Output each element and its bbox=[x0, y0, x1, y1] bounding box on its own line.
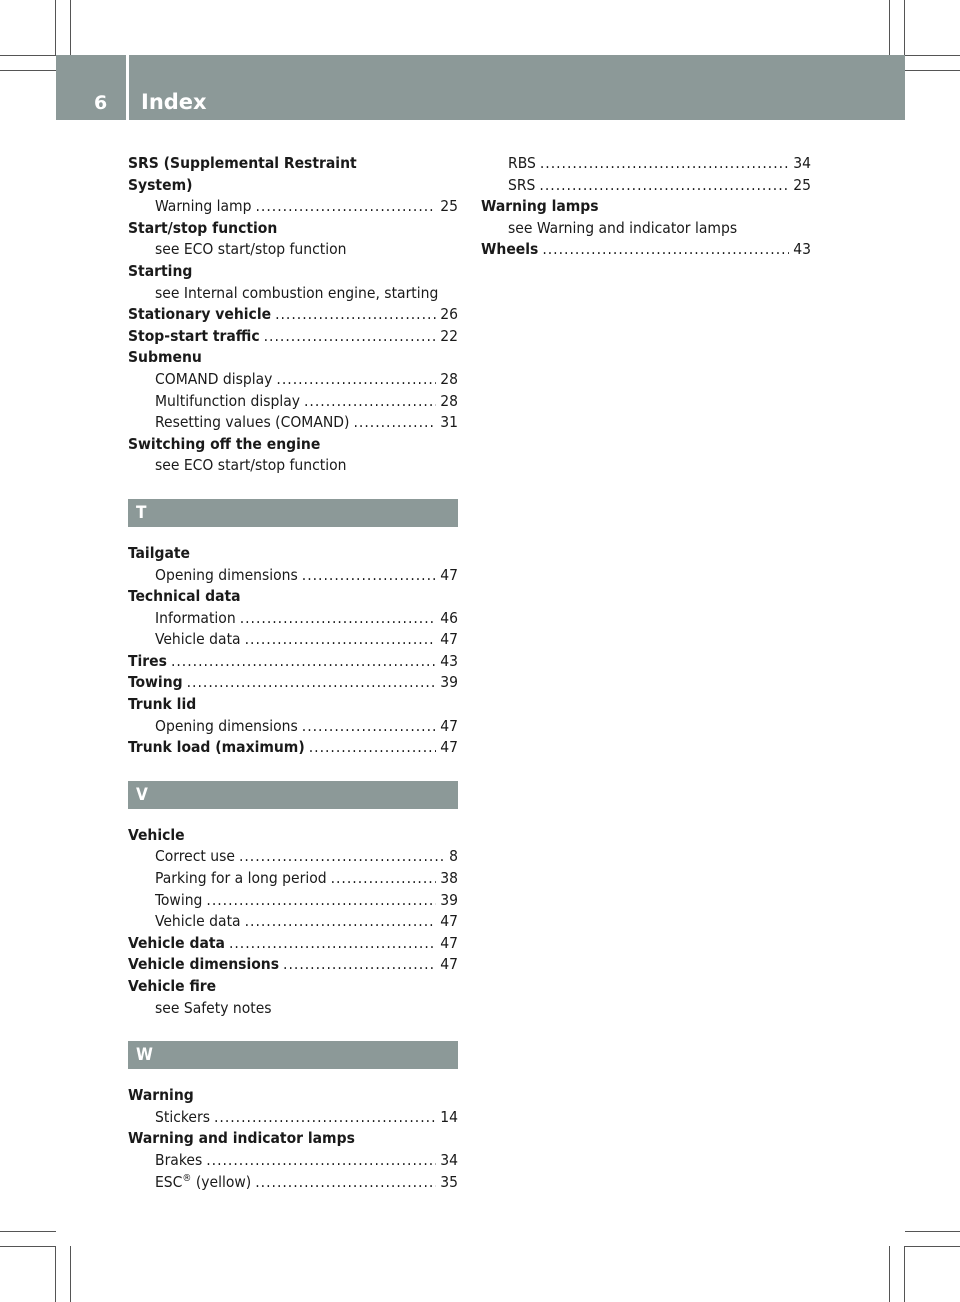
entry-text: Vehicle fire bbox=[128, 977, 217, 995]
index-entry bbox=[128, 175, 458, 197]
crop-mark bbox=[905, 1231, 960, 1232]
index-column-left bbox=[128, 153, 458, 1193]
entry-text: Warning and indicator lamps bbox=[128, 1129, 355, 1148]
index-entry bbox=[128, 954, 458, 976]
page-reference: 39 bbox=[440, 890, 458, 909]
index-entry bbox=[128, 672, 458, 694]
entry-text: Trunk load (maximum) bbox=[128, 738, 305, 757]
dot-leader bbox=[540, 153, 789, 175]
index-subentry bbox=[128, 846, 458, 868]
entry-text: COMAND display bbox=[155, 369, 273, 388]
page-reference: 43 bbox=[793, 240, 811, 259]
crop-mark bbox=[904, 1246, 905, 1302]
entry-text: System) bbox=[128, 175, 193, 194]
index-entry bbox=[128, 326, 458, 348]
index-entry bbox=[128, 586, 458, 608]
page-reference: 47 bbox=[440, 565, 458, 584]
dot-leader bbox=[229, 933, 436, 955]
index-subentry bbox=[481, 218, 811, 240]
index-entry bbox=[128, 347, 458, 369]
page-reference: 47 bbox=[440, 955, 458, 974]
crop-mark bbox=[55, 0, 56, 56]
section-header-v: V bbox=[128, 781, 458, 809]
entry-text: see ECO start/stop function bbox=[155, 240, 347, 259]
dot-leader bbox=[264, 326, 437, 348]
dot-leader bbox=[245, 629, 437, 651]
index-subentry bbox=[481, 175, 811, 197]
page-reference: 38 bbox=[440, 869, 458, 888]
entry-text: see Warning and indicator lamps bbox=[508, 218, 738, 237]
header-divider bbox=[126, 55, 129, 120]
index-subentry bbox=[128, 629, 458, 651]
dot-leader bbox=[240, 608, 437, 630]
crop-mark bbox=[0, 55, 56, 56]
page-reference: 34 bbox=[793, 154, 811, 172]
entry-text: Warning lamp bbox=[155, 197, 252, 216]
index-subentry bbox=[128, 911, 458, 933]
entry-text: Multifunction display bbox=[155, 391, 300, 410]
entry-text: Starting bbox=[128, 261, 193, 280]
page-reference: 25 bbox=[440, 197, 458, 216]
crop-mark bbox=[904, 0, 905, 56]
page-reference: 47 bbox=[440, 738, 458, 757]
index-subentry bbox=[481, 153, 811, 175]
entry-text: Tires bbox=[128, 651, 167, 670]
index-entry bbox=[128, 933, 458, 955]
crop-mark bbox=[0, 1231, 56, 1232]
section-header-w: W bbox=[128, 1041, 458, 1069]
entry-text: see Internal combustion engine, starting bbox=[155, 283, 439, 302]
crop-mark bbox=[905, 55, 960, 56]
index-subentry bbox=[128, 890, 458, 912]
registered-mark: ® bbox=[182, 1172, 192, 1184]
entry-text: Resetting values (COMAND) bbox=[155, 413, 350, 432]
index-subentry bbox=[128, 1107, 458, 1129]
index-entry bbox=[128, 737, 458, 759]
index-entry bbox=[128, 434, 458, 456]
index-column-right bbox=[481, 153, 811, 261]
dot-leader bbox=[304, 391, 436, 413]
entry-text: SRS bbox=[508, 175, 536, 194]
dot-leader bbox=[206, 1150, 436, 1172]
page-reference: 34 bbox=[440, 1150, 458, 1169]
page-reference: 25 bbox=[793, 175, 811, 194]
index-subentry bbox=[128, 239, 458, 261]
index-group-t bbox=[128, 543, 458, 759]
crop-mark bbox=[905, 70, 960, 71]
page-reference: 26 bbox=[440, 305, 458, 324]
index-entry bbox=[481, 239, 811, 261]
index-entry bbox=[128, 1085, 458, 1107]
entry-text: Information bbox=[155, 608, 236, 627]
crop-mark bbox=[0, 70, 56, 71]
entry-text: Parking for a long period bbox=[155, 869, 327, 888]
entry-text: Stickers bbox=[155, 1107, 210, 1126]
dot-leader bbox=[542, 239, 789, 261]
index-entry bbox=[128, 694, 458, 716]
index-subentry bbox=[128, 412, 458, 434]
entry-text: Correct use bbox=[155, 847, 235, 866]
index-group-w-continued bbox=[481, 153, 811, 261]
dot-leader bbox=[283, 954, 436, 976]
page-reference: 31 bbox=[440, 413, 458, 432]
entry-text: Wheels bbox=[481, 240, 539, 259]
dot-leader bbox=[353, 412, 436, 434]
dot-leader bbox=[256, 196, 437, 218]
index-subentry bbox=[128, 1172, 458, 1194]
index-entry bbox=[128, 1128, 458, 1150]
entry-text: Vehicle bbox=[128, 825, 185, 844]
crop-mark bbox=[70, 1246, 71, 1302]
entry-text: ESC® (yellow) bbox=[155, 1172, 252, 1191]
entry-text: Towing bbox=[128, 673, 183, 692]
dot-leader bbox=[171, 651, 436, 673]
crop-mark bbox=[55, 1246, 56, 1302]
page-title: Index bbox=[141, 90, 207, 114]
page-reference: 28 bbox=[440, 391, 458, 410]
page-reference: 47 bbox=[440, 630, 458, 649]
index-group-w bbox=[128, 1085, 458, 1193]
dot-leader bbox=[239, 846, 445, 868]
page-reference: 46 bbox=[440, 608, 458, 627]
dot-leader bbox=[276, 369, 436, 391]
page-number: 6 bbox=[94, 92, 108, 114]
dot-leader bbox=[331, 868, 437, 890]
dot-leader bbox=[187, 672, 437, 694]
index-subentry bbox=[128, 369, 458, 391]
page-reference: 14 bbox=[440, 1107, 458, 1126]
entry-text: RBS bbox=[508, 154, 536, 172]
dot-leader bbox=[245, 911, 437, 933]
index-entry bbox=[128, 304, 458, 326]
dot-leader bbox=[206, 890, 436, 912]
index-subentry bbox=[128, 716, 458, 738]
page-reference: 39 bbox=[440, 673, 458, 692]
index-group-v bbox=[128, 825, 458, 1019]
dot-leader bbox=[302, 716, 436, 738]
entry-text: SRS (Supplemental Restraint bbox=[128, 154, 357, 172]
page-reference: 47 bbox=[440, 912, 458, 931]
index-entry bbox=[128, 651, 458, 673]
index-subentry bbox=[128, 455, 458, 477]
index-entry bbox=[481, 196, 811, 218]
entry-text: Tailgate bbox=[128, 543, 190, 562]
crop-mark bbox=[889, 1246, 890, 1302]
entry-text: see ECO start/stop function bbox=[155, 456, 347, 475]
index-entry bbox=[128, 976, 458, 998]
entry-text: Start/stop function bbox=[128, 218, 278, 237]
entry-text: Warning bbox=[128, 1086, 194, 1105]
dot-leader bbox=[275, 304, 436, 326]
crop-mark bbox=[889, 0, 890, 56]
dot-leader bbox=[309, 737, 437, 759]
entry-text: Trunk lid bbox=[128, 695, 197, 714]
index-subentry bbox=[128, 565, 458, 587]
dot-leader bbox=[214, 1107, 436, 1129]
crop-mark bbox=[905, 1246, 960, 1247]
entry-text: Opening dimensions bbox=[155, 565, 298, 584]
index-entry bbox=[128, 261, 458, 283]
page-reference: 22 bbox=[440, 326, 458, 345]
page-reference: 47 bbox=[440, 716, 458, 735]
page-header bbox=[56, 55, 905, 120]
index-subentry bbox=[128, 1150, 458, 1172]
entry-text: Warning lamps bbox=[481, 197, 599, 216]
entry-text: Vehicle data bbox=[155, 912, 241, 931]
index-entry bbox=[128, 825, 458, 847]
entry-text: Opening dimensions bbox=[155, 716, 298, 735]
entry-text: see Safety notes bbox=[155, 998, 272, 1017]
section-header-t: T bbox=[128, 499, 458, 527]
entry-text: Vehicle dimensions bbox=[128, 955, 280, 974]
index-subentry bbox=[128, 608, 458, 630]
entry-text: Vehicle data bbox=[128, 933, 225, 952]
entry-text: Towing bbox=[155, 890, 203, 909]
entry-text: Technical data bbox=[128, 587, 241, 606]
page-reference: 35 bbox=[440, 1172, 458, 1191]
entry-text: Stationary vehicle bbox=[128, 305, 272, 324]
crop-mark bbox=[0, 1246, 56, 1247]
index-subentry bbox=[128, 868, 458, 890]
index-entry bbox=[128, 153, 458, 175]
page-reference: 47 bbox=[440, 933, 458, 952]
index-subentry bbox=[128, 283, 458, 305]
dot-leader bbox=[255, 1172, 436, 1194]
index-group-s bbox=[128, 153, 458, 477]
page-reference: 28 bbox=[440, 369, 458, 388]
index-entry bbox=[128, 218, 458, 240]
page-reference: 43 bbox=[440, 651, 458, 670]
dot-leader bbox=[302, 565, 436, 587]
entry-text: Switching off the engine bbox=[128, 434, 321, 453]
index-subentry bbox=[128, 196, 458, 218]
dot-leader bbox=[539, 175, 789, 197]
page-reference: 8 bbox=[449, 847, 458, 866]
entry-text-suffix: (yellow) bbox=[191, 1172, 252, 1191]
index-entry bbox=[128, 543, 458, 565]
entry-text: Brakes bbox=[155, 1150, 203, 1169]
index-subentry bbox=[128, 391, 458, 413]
entry-text: Vehicle data bbox=[155, 630, 241, 649]
entry-text: Stop-start traffic bbox=[128, 326, 260, 345]
entry-text: Submenu bbox=[128, 348, 202, 367]
index-subentry bbox=[128, 998, 458, 1020]
crop-mark bbox=[70, 0, 71, 56]
